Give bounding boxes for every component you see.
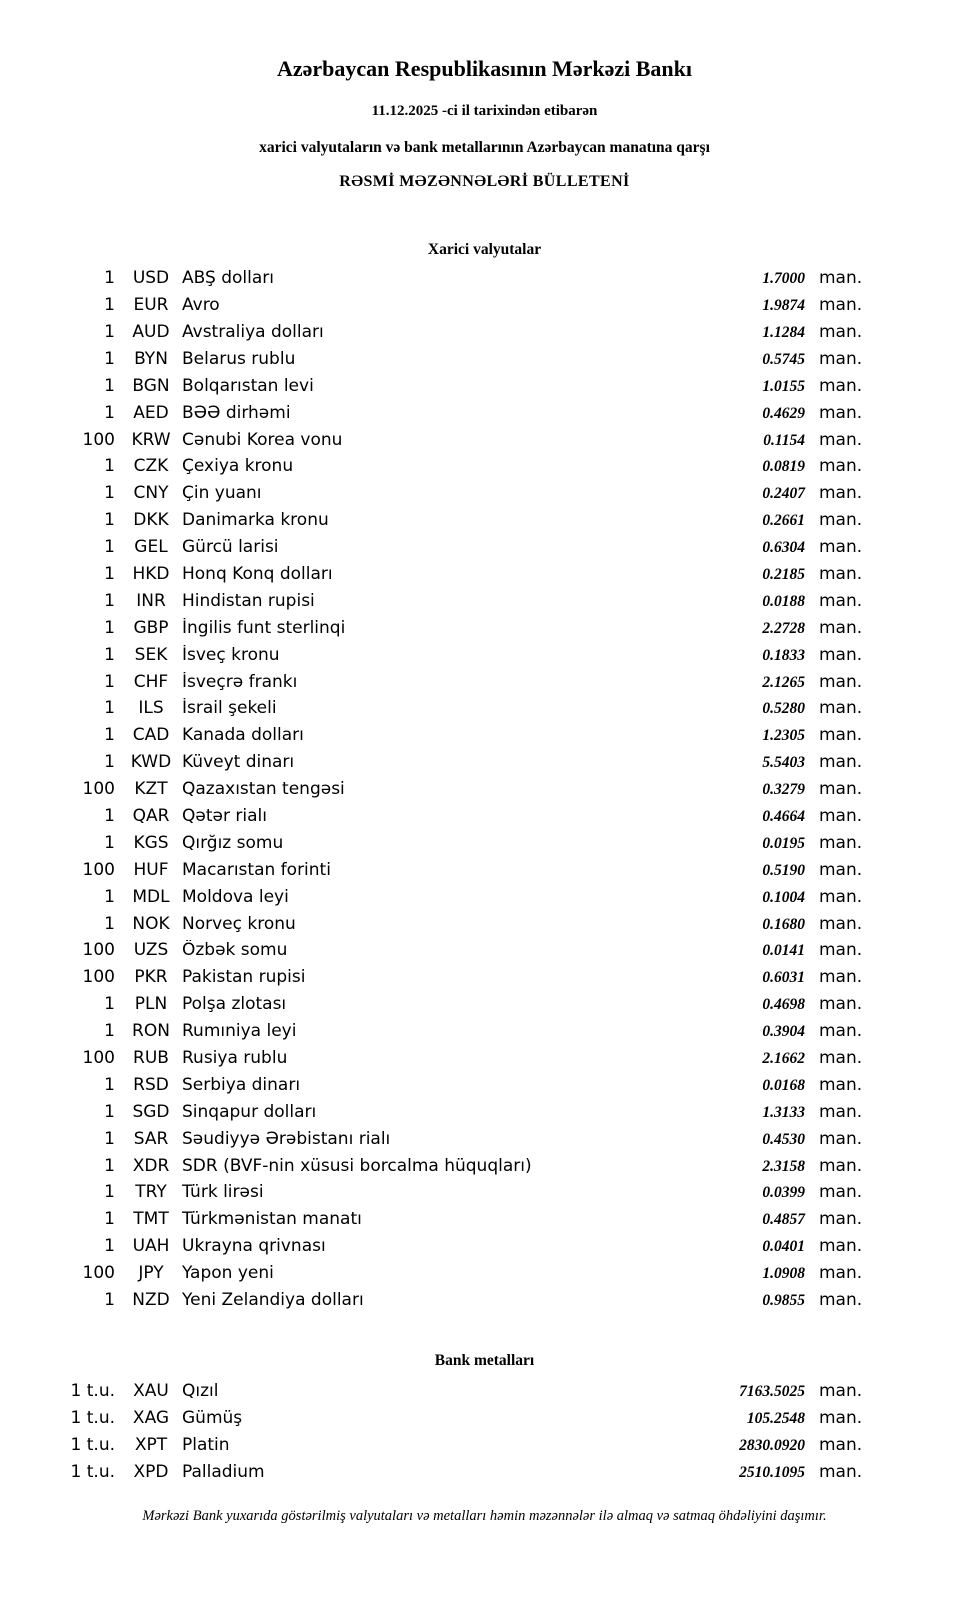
page-title: Azərbaycan Respublikasının Mərkəzi Bankı: [277, 56, 692, 81]
metal-code: XPD: [133, 1461, 169, 1482]
currency-quantity: 1: [104, 886, 115, 907]
currency-name: Norveç kronu: [182, 913, 296, 934]
currency-row: [0, 537, 969, 564]
currency-row: [0, 752, 969, 779]
disclaimer-text: Mərkəzi Bank yuxarıda göstərilmiş valyutaları və metalları həmin məzənnələr ilə almaq və satmaq öhdəliyini daşımır.: [142, 1508, 827, 1524]
currency-rate: 0.4857: [762, 1211, 805, 1229]
currency-quantity: 1: [104, 1290, 115, 1311]
metal-code: XPT: [134, 1434, 168, 1455]
currency-name: Avstraliya dolları: [182, 321, 324, 342]
currency-rate: 0.4530: [762, 1130, 805, 1148]
currency-quantity: 100: [82, 429, 115, 450]
currency-name: Cənubi Korea vonu: [182, 429, 343, 450]
currency-unit-label: man.: [819, 295, 863, 316]
currency-row: [0, 672, 969, 699]
currency-unit-label: man.: [819, 1074, 863, 1095]
currency-code: XDR: [132, 1155, 170, 1176]
currency-code: JPY: [138, 1263, 164, 1284]
currency-unit-label: man.: [819, 644, 863, 665]
currency-quantity: 1: [104, 483, 115, 504]
currency-quantity: 1: [104, 1074, 115, 1095]
currency-quantity: 100: [82, 859, 115, 880]
currency-unit-label: man.: [819, 832, 863, 853]
currency-name: Serbiya dinarı: [182, 1074, 301, 1095]
currency-name: Yeni Zelandiya dolları: [182, 1290, 364, 1311]
currency-name: Bolqarıstan levi: [182, 375, 314, 396]
currency-rate: 0.2407: [762, 485, 805, 503]
currency-name: Qətər rialı: [182, 806, 267, 826]
metal-name: Gümüş: [182, 1407, 243, 1428]
currency-quantity: 1: [104, 1155, 115, 1176]
currency-rate: 2.2728: [762, 619, 805, 637]
metal-unit-label: man.: [819, 1407, 863, 1428]
currency-quantity: 1: [104, 644, 115, 665]
currency-unit-label: man.: [819, 1182, 863, 1203]
metal-row: [0, 1408, 969, 1435]
currency-code: CHF: [133, 671, 169, 692]
currency-code: BYN: [134, 348, 168, 369]
currency-row: [0, 430, 969, 457]
currency-row: [0, 1236, 969, 1263]
currency-name: Çin yuanı: [182, 483, 262, 504]
currency-row: [0, 1048, 969, 1075]
currency-unit-label: man.: [819, 510, 863, 531]
currency-rate: 1.9874: [762, 297, 805, 315]
currency-code: TRY: [135, 1182, 167, 1203]
currency-unit-label: man.: [819, 1021, 863, 1042]
currency-rate: 0.1833: [762, 646, 805, 664]
currency-table: [0, 268, 969, 1317]
currency-quantity: 1: [104, 806, 115, 826]
currency-row: [0, 1129, 969, 1156]
currency-name: Qazaxıstan tengəsi: [182, 779, 345, 800]
currency-row: [0, 483, 969, 510]
currency-unit-label: man.: [819, 429, 863, 450]
currency-code: USD: [132, 268, 170, 289]
currency-quantity: 1: [104, 1182, 115, 1203]
currency-unit-label: man.: [819, 268, 863, 289]
currency-name: Türk lirəsi: [182, 1182, 264, 1203]
currency-row: [0, 564, 969, 591]
currency-name: İngilis funt sterlinqi: [182, 617, 346, 638]
currency-quantity: 1: [104, 1128, 115, 1149]
currency-code: EUR: [133, 295, 169, 316]
currency-unit-label: man.: [819, 402, 863, 423]
currency-code: KGS: [133, 832, 169, 853]
currency-name: Küveyt dinarı: [182, 752, 295, 773]
currency-code: HKD: [132, 563, 170, 584]
currency-unit-label: man.: [819, 590, 863, 611]
metal-unit-label: man.: [819, 1380, 863, 1401]
currency-quantity: 1: [104, 752, 115, 773]
currency-quantity: 1: [104, 994, 115, 1015]
currency-code: SAR: [133, 1128, 169, 1149]
currency-unit-label: man.: [819, 779, 863, 800]
currency-name: Qırğız somu: [182, 832, 284, 853]
section-title-metals: Bank metalları: [434, 1351, 535, 1369]
currency-row: [0, 967, 969, 994]
metal-unit-label: man.: [819, 1461, 863, 1482]
currency-rate: 0.6304: [762, 539, 805, 557]
currency-row: [0, 322, 969, 349]
currency-name: Kanada dolları: [182, 725, 304, 746]
currency-quantity: 1: [104, 563, 115, 584]
currency-name: Yapon yeni: [182, 1263, 274, 1284]
currency-rate: 1.3133: [762, 1103, 805, 1121]
metal-row: [0, 1462, 969, 1489]
currency-name: Rusiya rublu: [182, 1048, 288, 1069]
currency-unit-label: man.: [819, 483, 863, 504]
currency-name: Səudiyyə Ərəbistanı rialı: [182, 1128, 391, 1149]
currency-rate: 0.1154: [763, 431, 805, 449]
currency-code: AUD: [132, 321, 170, 342]
currency-name: Rumıniya leyi: [182, 1021, 297, 1042]
currency-rate: 1.0155: [762, 377, 805, 395]
currency-rate: 0.5190: [762, 861, 805, 879]
currency-name: BƏƏ dirhəmi: [182, 402, 291, 423]
currency-row: [0, 833, 969, 860]
currency-unit-label: man.: [819, 886, 863, 907]
currency-code: BGN: [132, 375, 170, 396]
currency-row: [0, 403, 969, 430]
currency-code: ILS: [138, 698, 164, 719]
currency-code: RUB: [133, 1048, 169, 1069]
currency-row: [0, 725, 969, 752]
metal-rate: 105.2548: [746, 1409, 805, 1427]
currency-rate: 0.4698: [762, 996, 805, 1014]
currency-rate: 1.1284: [762, 323, 805, 341]
currency-quantity: 100: [82, 1263, 115, 1284]
currency-row: [0, 295, 969, 322]
currency-unit-label: man.: [819, 617, 863, 638]
currency-name: Belarus rublu: [182, 348, 296, 369]
currency-rate: 0.1680: [762, 915, 805, 933]
bulletin-title: RƏSMİ MƏZƏNNƏLƏRİ BÜLLETENİ: [339, 173, 630, 191]
subtitle: xarici valyutaların və bank metallarının Azərbaycan manatına qarşı: [259, 139, 710, 157]
currency-row: [0, 779, 969, 806]
metal-row: [0, 1381, 969, 1408]
currency-code: UZS: [133, 940, 169, 961]
currency-rate: 1.7000: [762, 270, 805, 288]
currency-code: PKR: [134, 967, 168, 988]
currency-quantity: 1: [104, 1236, 115, 1257]
metal-name: Platin: [182, 1434, 230, 1455]
currency-unit-label: man.: [819, 940, 863, 961]
currency-quantity: 1: [104, 348, 115, 369]
currency-quantity: 1: [104, 537, 115, 558]
metal-quantity: 1 t.u.: [70, 1434, 115, 1455]
currency-code: GEL: [134, 537, 168, 558]
currency-code: NOK: [132, 913, 170, 934]
currency-unit-label: man.: [819, 1155, 863, 1176]
currency-rate: 0.0188: [762, 592, 805, 610]
currency-unit-label: man.: [819, 806, 863, 826]
currency-name: SDR (BVF-nin xüsusi borcalma hüquqları): [182, 1155, 532, 1176]
currency-quantity: 1: [104, 671, 115, 692]
currency-quantity: 1: [104, 698, 115, 719]
currency-unit-label: man.: [819, 752, 863, 773]
currency-quantity: 1: [104, 375, 115, 396]
currency-quantity: 1: [104, 590, 115, 611]
currency-row: [0, 618, 969, 645]
currency-code: QAR: [132, 806, 170, 826]
currency-code: CNY: [133, 483, 169, 504]
currency-name: Pakistan rupisi: [182, 967, 306, 988]
currency-rate: 0.2661: [762, 512, 805, 530]
currency-unit-label: man.: [819, 1290, 863, 1311]
currency-rate: 0.4629: [762, 404, 805, 422]
currency-rate: 0.0819: [762, 458, 805, 476]
currency-unit-label: man.: [819, 967, 863, 988]
currency-code: GBP: [133, 617, 169, 638]
currency-unit-label: man.: [819, 456, 863, 477]
metal-unit-label: man.: [819, 1434, 863, 1455]
currency-rate: 0.3279: [762, 781, 805, 799]
currency-code: DKK: [133, 510, 169, 531]
currency-rate: 0.3904: [762, 1023, 805, 1041]
currency-row: [0, 914, 969, 941]
metal-rate: 2830.0920: [739, 1436, 805, 1454]
currency-code: NZD: [132, 1290, 170, 1311]
currency-quantity: 1: [104, 295, 115, 316]
currency-name: Türkmənistan manatı: [182, 1209, 362, 1230]
currency-name: Sinqapur dolları: [182, 1101, 317, 1122]
metal-rate: 7163.5025: [739, 1382, 805, 1400]
currency-quantity: 1: [104, 268, 115, 289]
metal-row: [0, 1435, 969, 1462]
currency-name: ABŞ dolları: [182, 268, 274, 289]
currency-row: [0, 994, 969, 1021]
currency-row: [0, 1290, 969, 1317]
currency-unit-label: man.: [819, 994, 863, 1015]
currency-rate: 0.0195: [762, 834, 805, 852]
currency-rate: 2.1265: [762, 673, 805, 691]
currency-row: [0, 349, 969, 376]
currency-quantity: 1: [104, 321, 115, 342]
currency-rate: 2.3158: [762, 1157, 805, 1175]
currency-code: TMT: [133, 1209, 169, 1230]
currency-name: Macarıstan forinti: [182, 859, 331, 880]
currency-code: RSD: [133, 1074, 169, 1095]
currency-code: CZK: [133, 456, 169, 477]
metal-code: XAG: [132, 1407, 170, 1428]
currency-unit-label: man.: [819, 913, 863, 934]
currency-name: Ukrayna qrivnası: [182, 1236, 326, 1257]
currency-rate: 0.6031: [762, 969, 805, 987]
currency-code: MDL: [132, 886, 170, 907]
currency-unit-label: man.: [819, 725, 863, 746]
currency-quantity: 1: [104, 913, 115, 934]
currency-quantity: 100: [82, 940, 115, 961]
metal-name: Qızıl: [182, 1380, 219, 1401]
currency-name: İsrail şekeli: [182, 698, 277, 719]
currency-code: KWD: [130, 752, 172, 773]
currency-unit-label: man.: [819, 1263, 863, 1284]
currency-name: İsveçrə frankı: [182, 671, 298, 692]
currency-unit-label: man.: [819, 1209, 863, 1230]
currency-code: UAH: [132, 1236, 170, 1257]
currency-name: Polşa zlotası: [182, 994, 287, 1015]
currency-quantity: 1: [104, 832, 115, 853]
currency-rate: 0.4664: [762, 808, 805, 825]
currency-name: Özbək somu: [182, 940, 288, 961]
currency-quantity: 1: [104, 725, 115, 746]
currency-quantity: 1: [104, 402, 115, 423]
currency-rate: 0.0168: [762, 1076, 805, 1094]
currency-unit-label: man.: [819, 348, 863, 369]
currency-row: [0, 376, 969, 403]
currency-rate: 1.2305: [762, 727, 805, 745]
currency-code: KRW: [131, 429, 171, 450]
currency-unit-label: man.: [819, 1101, 863, 1122]
currency-rate: 0.2185: [762, 565, 805, 583]
metal-quantity: 1 t.u.: [70, 1407, 115, 1428]
currency-name: İsveç kronu: [182, 644, 280, 665]
section-title-currencies: Xarici valyutalar: [427, 241, 542, 259]
currency-code: PLN: [134, 994, 168, 1015]
currency-row: [0, 1182, 969, 1209]
currency-quantity: 1: [104, 1209, 115, 1230]
currency-row: [0, 645, 969, 672]
currency-row: [0, 940, 969, 967]
currency-rate: 2.1662: [762, 1050, 805, 1068]
effective-date-line: 11.12.2025 -ci il tarixindən etibarən: [371, 103, 598, 120]
metal-code: XAU: [133, 1380, 169, 1401]
currency-row: [0, 1102, 969, 1129]
currency-name: Hindistan rupisi: [182, 590, 315, 611]
metal-name: Palladium: [182, 1461, 265, 1482]
currency-rate: 0.5280: [762, 700, 805, 718]
currency-quantity: 100: [82, 967, 115, 988]
currency-row: [0, 1209, 969, 1236]
currency-quantity: 1: [104, 1021, 115, 1042]
currency-quantity: 1: [104, 456, 115, 477]
currency-row: [0, 268, 969, 295]
bulletin-header: [0, 0, 969, 191]
currency-code: RON: [132, 1021, 170, 1042]
currency-row: [0, 698, 969, 725]
currency-quantity: 100: [82, 1048, 115, 1069]
currency-unit-label: man.: [819, 321, 863, 342]
currency-unit-label: man.: [819, 859, 863, 880]
currency-unit-label: man.: [819, 671, 863, 692]
currency-unit-label: man.: [819, 1128, 863, 1149]
currency-row: [0, 1156, 969, 1183]
currency-rate: 0.9855: [762, 1292, 805, 1310]
currency-code: KZT: [134, 779, 168, 800]
currency-row: [0, 887, 969, 914]
currency-row: [0, 510, 969, 537]
currency-name: Honq Konq dolları: [182, 563, 333, 584]
currency-name: Avro: [182, 295, 220, 316]
currency-unit-label: man.: [819, 563, 863, 584]
currency-name: Danimarka kronu: [182, 510, 329, 531]
currency-name: Çexiya kronu: [182, 456, 294, 477]
currency-unit-label: man.: [819, 537, 863, 558]
currency-row: [0, 1021, 969, 1048]
currency-unit-label: man.: [819, 1236, 863, 1257]
currency-quantity: 100: [82, 779, 115, 800]
currency-code: AED: [133, 402, 169, 423]
currency-name: Gürcü larisi: [182, 537, 279, 558]
currency-quantity: 1: [104, 617, 115, 638]
currency-rate: 5.5403: [762, 754, 805, 772]
currency-row: [0, 1075, 969, 1102]
currency-unit-label: man.: [819, 375, 863, 396]
currency-code: SEK: [134, 644, 168, 665]
currency-rate: 0.0141: [762, 942, 805, 960]
currency-unit-label: man.: [819, 1048, 863, 1069]
currency-unit-label: man.: [819, 698, 863, 719]
currency-code: SGD: [132, 1101, 170, 1122]
currency-rate: 1.0908: [762, 1265, 805, 1283]
currency-code: CAD: [132, 725, 170, 746]
currency-rate: 0.0399: [762, 1184, 805, 1202]
currency-name: Moldova leyi: [182, 886, 289, 907]
currency-row: [0, 1263, 969, 1290]
currency-quantity: 1: [104, 510, 115, 531]
currency-rate: 0.1004: [762, 888, 805, 906]
metal-quantity: 1 t.u.: [70, 1380, 115, 1401]
currency-rate: 0.5745: [762, 350, 805, 368]
metal-rate: 2510.1095: [739, 1463, 805, 1481]
currency-code: HUF: [133, 859, 169, 880]
currency-quantity: 1: [104, 1101, 115, 1122]
currency-row: [0, 860, 969, 887]
metals-table: [0, 1381, 969, 1489]
currency-rate: 0.0401: [762, 1238, 805, 1256]
currency-row: [0, 591, 969, 618]
currency-row: [0, 806, 969, 833]
currency-code: INR: [136, 590, 166, 611]
currency-row: [0, 456, 969, 483]
metal-quantity: 1 t.u.: [70, 1461, 115, 1482]
